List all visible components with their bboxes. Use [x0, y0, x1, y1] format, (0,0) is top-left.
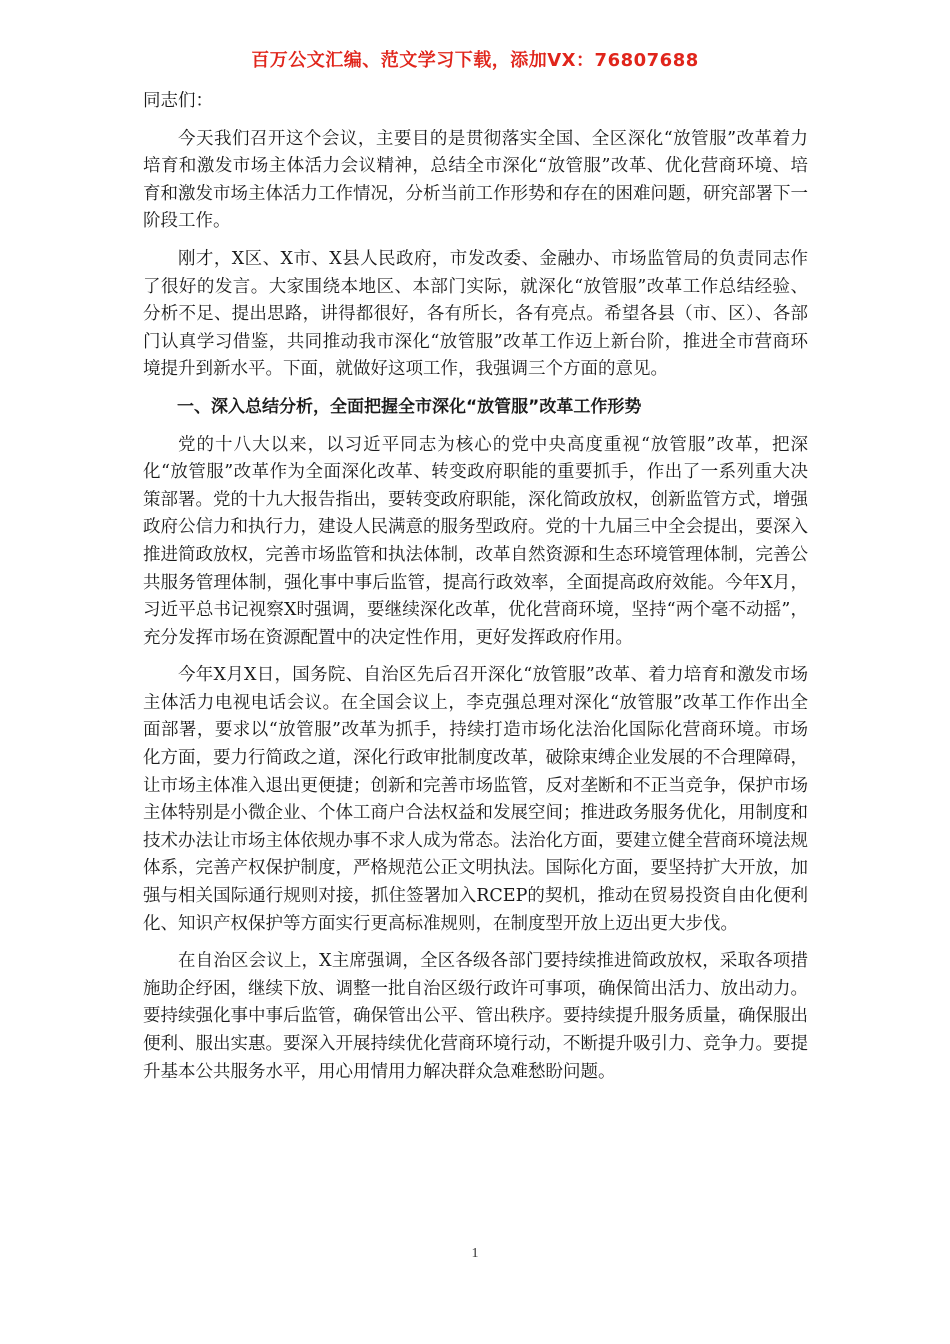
salutation: 同志们： — [143, 91, 213, 111]
page-number: 1 — [471, 1246, 479, 1261]
document-body — [143, 88, 808, 1096]
section-heading: 一、深入总结分析，全面把握全市深化“放管服”改革工作形势 — [177, 396, 642, 417]
section-paragraph-2: 今年X月X日，国务院、自治区先后召开深化“放管服”改革、着力培育和激发市场主体活力电视电话会议。在全国会议上，李克强总理对深化“放管服”改革工作作出全面部署，要求以“放管服”改革为抓手，持续打造市场化法治化国际化营商环境。市场化方面，要力行简政之道，深化行政审批制度改革，破除束缚企业发展的不合理障碍，让市场主体准入退出更便捷；创新和完善市场监管，反对垄断和不正当竞争，保护市场主体特别是小微企业、个体工商户合法权益和发展空间；推进政务服务优化，用制度和技术办法让市场主体依规办事不求人成为常态。法治化方面，要建立健全营商环境法规体系，完善产权保护制度，严格规范公正文明执法。国际化方面，要坚持扩大开放，加强与相关国际通行规则对接，抓住签署加入RCEP的契机，推动在贸易投资自由化便利化、知识产权保护等方面实行更高标准规则，在制度型开放上迈出更大步伐。 — [143, 665, 808, 934]
intro-paragraph-2: 刚才，X区、X市、X县人民政府，市发改委、金融办、市场监管局的负责同志作了很好的发言。大家围绕本地区、本部门实际，就深化“放管服”改革工作总结经验、分析不足、提出思路，讲得都很好，各有所长，各有亮点。希望各县（市、区）、各部门认真学习借鉴，共同推动我市深化“放管服”改革工作迈上新台阶，推进全市营商环境提升到新水平。下面，就做好这项工作，我强调三个方面的意见。 — [143, 248, 808, 380]
section-paragraph-3: 在自治区会议上，X主席强调，全区各级各部门要持续推进简政放权，采取各项措施助企纾困，继续下放、调整一批自治区级行政许可事项，确保简出活力、放出动力。要持续强化事中事后监管，确保管出公平、管出秩序。要持续提升服务质量，确保服出便利、服出实惠。要深入开展持续优化营商环境行动，不断提升吸引力、竞争力。要提升基本公共服务水平，用心用情用力解决群众急难愁盼问题。 — [143, 951, 808, 1082]
intro-paragraph-1: 今天我们召开这个会议，主要目的是贯彻落实全国、全区深化“放管服”改革着力培育和激发市场主体活力会议精神，总结全市深化“放管服”改革、优化营商环境、培育和激发市场主体活力工作情况，分析当前工作形势和存在的困难问题，研究部署下一阶段工作。 — [143, 128, 808, 232]
section-paragraph-1: 党的十八大以来，以习近平同志为核心的党中央高度重视“放管服”改革，把深化“放管服”改革作为全面深化改革、转变政府职能的重要抓手，作出了一系列重大决策部署。党的十九大报告指出，要转变政府职能，深化简政放权，创新监管方式，增强政府公信力和执行力，建设人民满意的服务型政府。党的十九届三中全会提出，要深入推进简政放权，完善市场监管和执法体制，改革自然资源和生态环境管理体制，完善公共服务管理体制，强化事中事后监管，提高行政效率，全面提高政府效能。今年X月，习近平总书记视察X时强调，要继续深化改革，优化营商环境，坚持“两个毫不动摇”，充分发挥市场在资源配置中的决定性作用，更好发挥政府作用。 — [143, 434, 808, 648]
header-banner: 百万公文汇编、范文学习下载，添加VX：76807688 — [251, 50, 699, 71]
